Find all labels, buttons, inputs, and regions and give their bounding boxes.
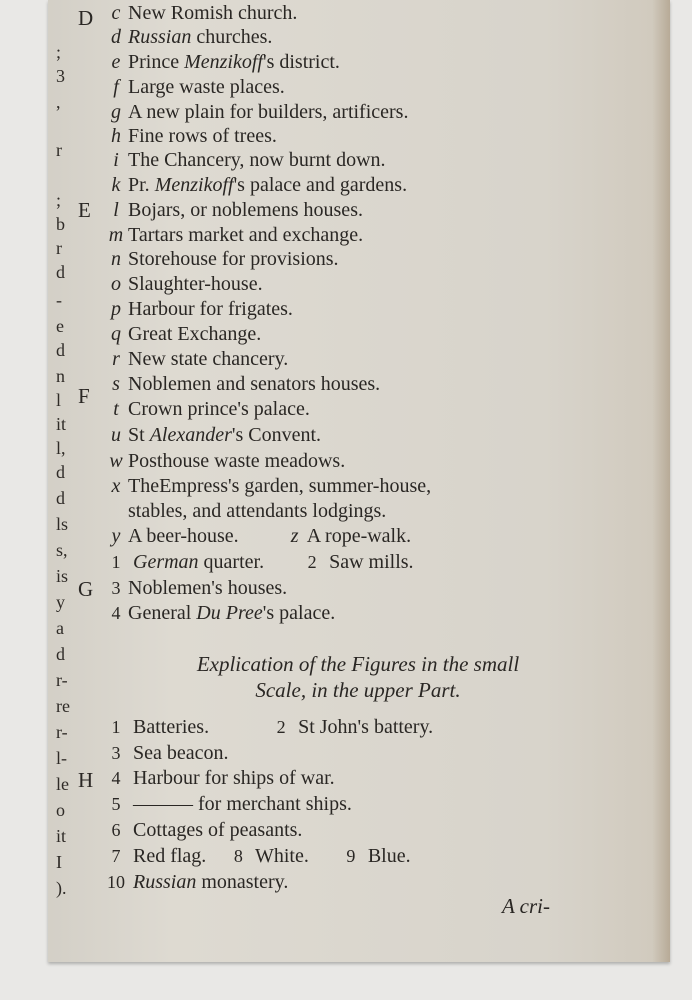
gutter-fragment: d [56,262,65,282]
gutter-fragment: l [56,390,62,410]
gutter-fragment: ; [56,42,62,62]
key-entry: g A new plain for builders, artificers. [111,101,409,123]
gutter-fragment: l, [56,438,66,458]
gutter-fragment: re [56,696,70,716]
key-entry: 1 German quarter. 2 Saw mills. [111,551,414,573]
gutter-fragment: d [56,462,65,482]
key-entry: u St Alexander's Convent. [111,424,322,446]
key-entry: d Russian churches. [111,26,273,48]
gutter-fragment: it [56,826,67,846]
section-letter-e: E [78,198,91,222]
figure-entry: 10 Russian monastery. [107,871,289,893]
key-entry: i The Chancery, now burnt down. [113,149,386,171]
key-entry: r New state chancery. [112,348,289,370]
gutter-fragment: 3 [56,66,65,86]
key-entry: 4 General Du Pree's palace. [111,602,336,624]
key-entry: f Large waste places. [113,76,285,98]
gutter-fragment: ; [56,190,62,210]
gutter-fragment: r [56,238,62,258]
key-entry: m Tartars market and exchange. [108,224,364,246]
section-letter-f: F [78,384,90,408]
gutter-fragment: , [56,92,61,112]
catchword: A cri- [501,894,550,918]
gutter-fragment: it [56,414,67,434]
gutter-fragment: s, [56,540,68,560]
key-entry: e Prince Menzikoff's district. [111,51,340,73]
gutter-fragment: d [56,644,65,664]
key-entry: h Fine rows of trees. [111,125,277,147]
gutter-fragment: ls [56,514,69,534]
gutter-fragment: d [56,488,65,508]
key-entry: p Harbour for frigates. [111,298,293,320]
key-entry: w Posthouse waste meadows. [109,450,346,472]
key-entry: c New Romish church. [111,2,298,24]
gutter-fragment: ). [56,878,67,898]
gutter-fragment: b [56,214,65,234]
key-entry: stables, and attendants lodgings. [128,500,387,522]
figure-entry: 1 Batteries. 2 St John's battery. [111,716,434,738]
key-entry: q Great Exchange. [111,323,262,345]
gutter-fragment: le [56,774,69,794]
gutter-fragment: r- [56,722,68,742]
key-entry: 3 Noblemen's houses. [111,577,288,599]
left-gutter-fragments [48,0,78,962]
key-entry: n Storehouse for provisions. [111,248,339,270]
gutter-fragment: r [56,140,62,160]
figure-entry: 6 Cottages of peasants. [111,819,303,841]
figure-entry: 5 ——— for merchant ships. [111,793,352,815]
figure-entry: 3 Sea beacon. [111,742,229,764]
gutter-fragment: e [56,316,64,336]
key-entry: t Crown prince's palace. [113,398,310,420]
key-entry: y A beer-house. z A rope-walk. [111,525,412,547]
gutter-fragment: n [56,366,65,386]
gutter-fragment: a [56,618,64,638]
section-letter-d: D [78,6,94,30]
gutter-fragment: d [56,340,65,360]
figure-entry: 4 Harbour for ships of war. [111,767,335,789]
key-entry: o Slaughter-house. [111,273,263,295]
section-letter-g: G [78,577,94,601]
gutter-fragment: o [56,800,65,820]
gutter-fragment: l- [56,748,67,768]
key-entry: l Bojars, or noblemens houses. [113,199,363,221]
book-page [48,0,670,962]
key-entry: k Pr. Menzikoff's palace and gardens. [111,174,408,196]
section-heading-line-1: Explication of the Figures in the small [196,652,520,676]
gutter-fragment: r- [56,670,68,690]
gutter-fragment: is [56,566,69,586]
figure-entry: 7 Red flag. 8 White. 9 Blue. [111,845,411,867]
gutter-fragment: y [56,592,65,612]
key-entry: x TheEmpress's garden, summer-house, [111,475,432,497]
gutter-fragment: I [56,852,62,872]
key-entry: s Noblemen and senators houses. [112,373,381,395]
section-heading-line-2: Scale, in the upper Part. [255,678,461,702]
gutter-fragment: - [56,290,62,310]
section-letter-h: H [78,768,94,792]
